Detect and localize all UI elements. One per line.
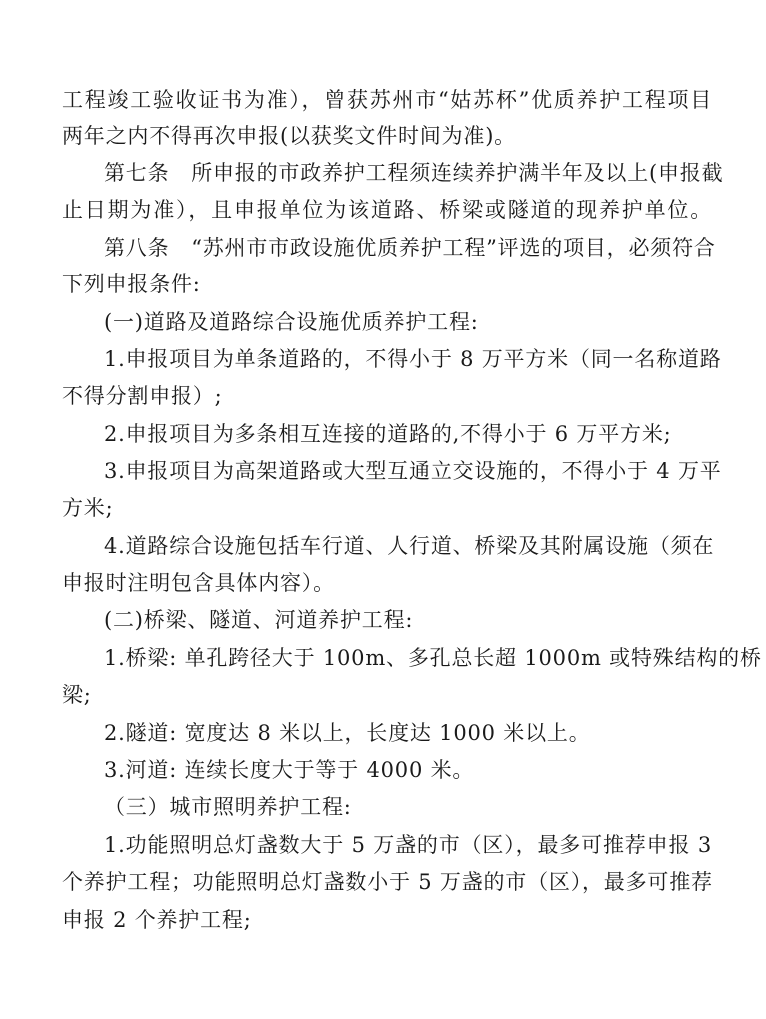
paragraph-line: 方米; bbox=[62, 496, 114, 520]
list-item: 4.道路综合设施包括车行道、人行道、桥梁及其附属设施（须在 bbox=[104, 534, 715, 558]
list-item: 1.桥梁: 单孔跨径大于 100m、多孔总长超 1000m 或特殊结构的桥 bbox=[104, 646, 762, 670]
paragraph-line: 止日期为准），且申报单位为该道路、桥梁或隧道的现养护单位。 bbox=[62, 198, 712, 222]
paragraph-line: 两年之内不得再次申报(以获奖文件时间为准)。 bbox=[62, 124, 516, 148]
section-heading-roads: (一)道路及道路综合设施优质养护工程: bbox=[104, 310, 479, 334]
list-item: 3.申报项目为高架道路或大型互通立交设施的，不得小于 4 万平 bbox=[104, 459, 722, 483]
paragraph-line: 下列申报条件: bbox=[62, 272, 201, 296]
paragraph-line: 申报 2 个养护工程; bbox=[62, 908, 252, 932]
section-heading-bridges: (二)桥梁、隧道、河道养护工程: bbox=[104, 608, 414, 632]
paragraph-line: 申报时注明包含具体内容）。 bbox=[62, 571, 335, 595]
list-item: 1.申报项目为单条道路的，不得小于 8 万平方米（同一名称道路 bbox=[104, 347, 722, 371]
paragraph-line: 个养护工程；功能照明总灯盏数小于 5 万盏的市（区），最多可推荐 bbox=[62, 870, 713, 894]
article-8-heading: 第八条 “苏州市市政设施优质养护工程”评选的项目，必须符合 bbox=[104, 236, 716, 260]
paragraph-line: 不得分割申报）; bbox=[62, 384, 223, 408]
list-item: 2.申报项目为多条相互连接的道路的,不得小于 6 万平方米; bbox=[104, 422, 672, 446]
section-heading-lighting: （三）城市照明养护工程: bbox=[104, 795, 352, 819]
list-item: 1.功能照明总灯盏数大于 5 万盏的市（区），最多可推荐申报 3 bbox=[104, 833, 712, 857]
article-7-heading: 第七条 所申报的市政养护工程须连续养护满半年及以上(申报截 bbox=[104, 161, 724, 185]
list-item: 3.河道: 连续长度大于等于 4000 米。 bbox=[104, 758, 475, 782]
paragraph-line: 工程竣工验收证书为准），曾获苏州市“姑苏杯”优质养护工程项目 bbox=[62, 88, 712, 112]
paragraph-line: 梁; bbox=[62, 683, 92, 707]
list-item: 2.隧道: 宽度达 8 米以上，长度达 1000 米以上。 bbox=[104, 721, 591, 745]
